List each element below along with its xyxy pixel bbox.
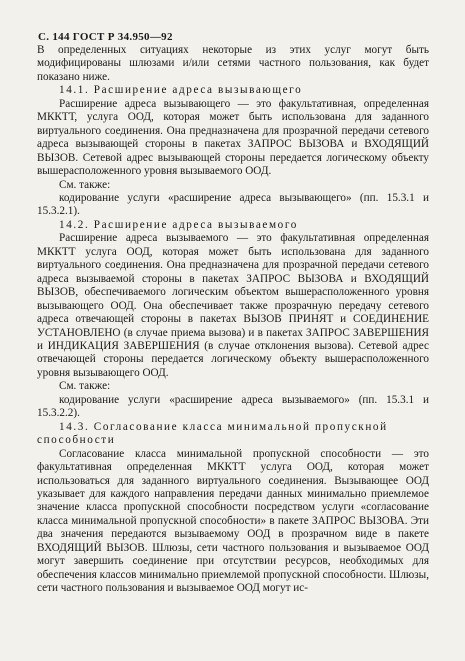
see-also-label: См. также:: [59, 178, 111, 191]
see-also-reference: кодирование услуги «расширение адреса вызывающего» (пп. 15.3.1 и 15.3.2.1).: [37, 191, 429, 218]
paragraph-14-3-body: Согласование класса минимальной пропускной способности — это факультативная определенная МККТТ услуга ООД, которая может использоваться для заданного виртуального соединения. Вызывающее ООД указывает для каждого направления передачи данных минимально приемлемое значение класса пропускной способности посредством услуги «согласование класса минимальной пропускной способности» в пакете ЗАПРОС ВЫЗОВА. Эти два значения передаются вызываемому ООД в прозрачном виде в пакете ВХОДЯЩИЙ ВЫЗОВ. Шлюзы, сети частного пользования и вызываемое ООД могут завершить соединение при отсутствии ресурсов, необходимых для обеспечения классов минимально приемлемой пропускной способности. Шлюзы, сети частного пользования и вызываемое ООД могут ис-: [37, 447, 429, 595]
paragraph-14-1-body: Расширение адреса вызывающего — это факультативная, определенная МККТТ, услуга ООД, которая может быть использована для заданного виртуального соединения. Она предназначена для прозрачной передачи сетевого адреса вызывающей стороны в пакетах ЗАПРОС ВЫЗОВА и ВХОДЯЩИЙ ВЫЗОВ. Сетевой адрес вызывающей стороны передается логическому объекту вышерасположенного уровня вызываемого ООД.: [37, 97, 429, 178]
page-body: [37, 44, 429, 596]
section-heading-14-1: 14.1. Расширение адреса вызывающего: [59, 84, 303, 97]
see-also-label: См. также:: [59, 380, 111, 393]
section-heading-14-2: 14.2. Расширение адреса вызываемого: [59, 218, 298, 231]
paragraph-14-2-body: Расширение адреса вызываемого — это факультативная определенная МККТТ услуга ООД, которая может быть использована для заданного виртуального соединения. Она предназначена для прозрачной передачи сетевого адреса вызываемой стороны в пакетах ЗАПРОС ВЫЗОВА и ВХОДЯЩИЙ ВЫЗОВ, обеспечиваемого логическим объектом вышерасположенного уровня вызывающего ООД. Она обеспечивает также прозрачную передачу сетевого адреса отвечающей стороны в пакетах ВЫЗОВ ПРИНЯТ и СОЕДИНЕНИЕ УСТАНОВЛЕНО (в случае приема вызова) и в пакетах ЗАПРОС ЗАВЕРШЕНИЯ и ИНДИКАЦИЯ ЗАВЕРШЕНИЯ (в случае отклонения вызова). Сетевой адрес отвечающей стороны передается логическому объекту вышерасположенного уровня вызывающего ООД.: [37, 232, 429, 379]
intro-paragraph: В определенных ситуациях некоторые из этих услуг могут быть модифицированы шлюзами и/или сетями частного пользования, как будет показано ниже.: [37, 44, 429, 83]
page-header: С. 144 ГОСТ Р 34.950—92: [38, 31, 173, 43]
see-also-reference: кодирование услуги «расширение адреса вызываемого» (пп. 15.3.1 и 15.3.2.2).: [37, 393, 429, 420]
section-heading-14-3: 14.3. Согласование класса минимальной пропускной способности: [37, 420, 388, 447]
